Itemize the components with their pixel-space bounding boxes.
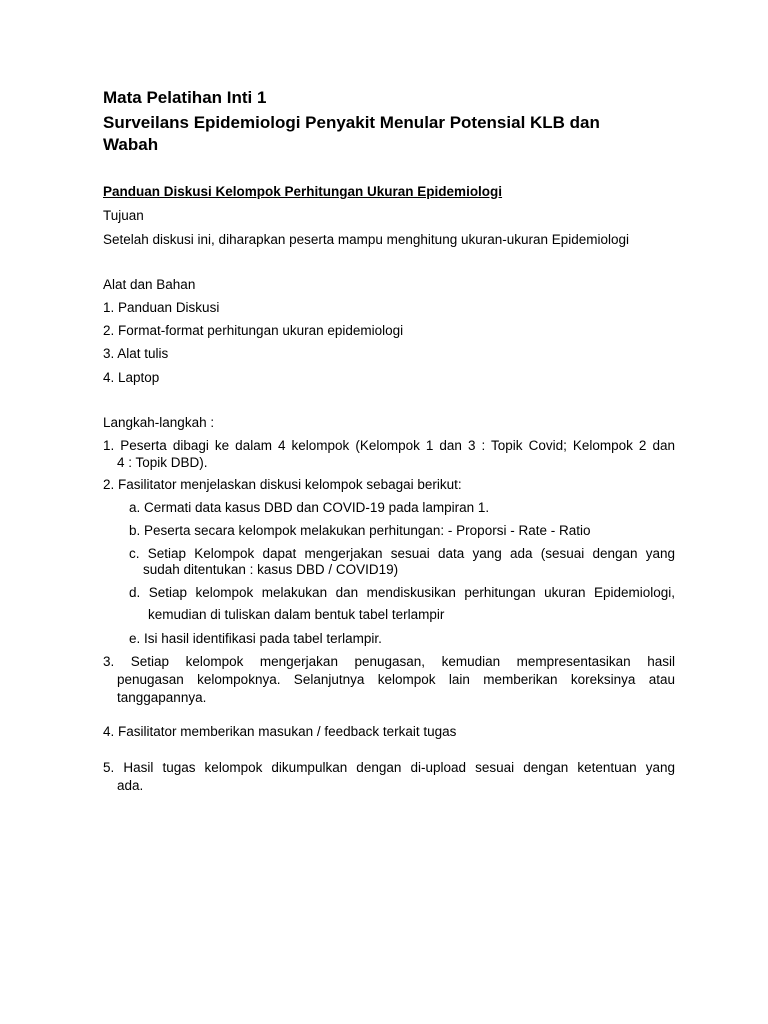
- objective-text: Setelah diskusi ini, diharapkan peserta mampu menghitung ukuran-ukuran Epidemiologi: [103, 232, 630, 247]
- materials-item: 4. Laptop: [103, 370, 160, 385]
- materials-item: 3. Alat tulis: [103, 346, 169, 361]
- step-2-item-d-line-1: d. Setiap kelompok melakukan dan mendiskusikan perhitungan ukuran Epidemiologi,: [129, 585, 675, 600]
- step-5-line-1: 5. Hasil tugas kelompok dikumpulkan dengan di-upload sesuai dengan ketentuan yang: [103, 760, 675, 775]
- step-4: 4. Fasilitator memberikan masukan / feedback terkait tugas: [103, 724, 457, 739]
- step-2-item-a: a. Cermati data kasus DBD dan COVID-19 pada lampiran 1.: [129, 500, 490, 515]
- step-3-line-2: penugasan kelompoknya. Selanjutnya kelompok lain memberikan koreksinya atau: [117, 672, 675, 687]
- step-2-item-c-line-2: sudah ditentukan : kasus DBD / COVID19): [143, 562, 399, 577]
- steps-heading: Langkah-langkah :: [103, 415, 215, 430]
- document-title-line-2: Wabah: [103, 135, 159, 154]
- step-2-item-c-line-1: c. Setiap Kelompok dapat mengerjakan sesuai data yang ada (sesuai dengan yang: [129, 546, 675, 561]
- step-5-line-2: ada.: [117, 778, 144, 793]
- materials-item: 2. Format-format perhitungan ukuran epidemiologi: [103, 323, 404, 338]
- step-2-item-b: b. Peserta secara kelompok melakukan perhitungan: - Proporsi - Rate - Ratio: [129, 523, 591, 538]
- materials-item: 1. Panduan Diskusi: [103, 300, 220, 315]
- materials-heading: Alat dan Bahan: [103, 277, 196, 292]
- step-3-line-3: tanggapannya.: [117, 690, 207, 705]
- step-1-line-1: 1. Peserta dibagi ke dalam 4 kelompok (Kelompok 1 dan 3 : Topik Covid; Kelompok 2 dan: [103, 438, 675, 453]
- step-2-item-e: e. Isi hasil identifikasi pada tabel terlampir.: [129, 631, 382, 646]
- step-1-line-2: 4 : Topik DBD).: [117, 455, 208, 470]
- course-heading: Mata Pelatihan Inti 1: [103, 88, 267, 107]
- step-2: 2. Fasilitator menjelaskan diskusi kelompok sebagai berikut:: [103, 477, 462, 492]
- objective-heading: Tujuan: [103, 208, 144, 223]
- guide-title: Panduan Diskusi Kelompok Perhitungan Ukuran Epidemiologi: [103, 184, 503, 199]
- step-3-line-1: 3. Setiap kelompok mengerjakan penugasan, kemudian mempresentasikan hasil: [103, 654, 675, 669]
- step-2-item-d-line-2: kemudian di tuliskan dalam bentuk tabel terlampir: [148, 607, 445, 622]
- document-title-line-1: Surveilans Epidemiologi Penyakit Menular Potensial KLB dan: [103, 113, 600, 132]
